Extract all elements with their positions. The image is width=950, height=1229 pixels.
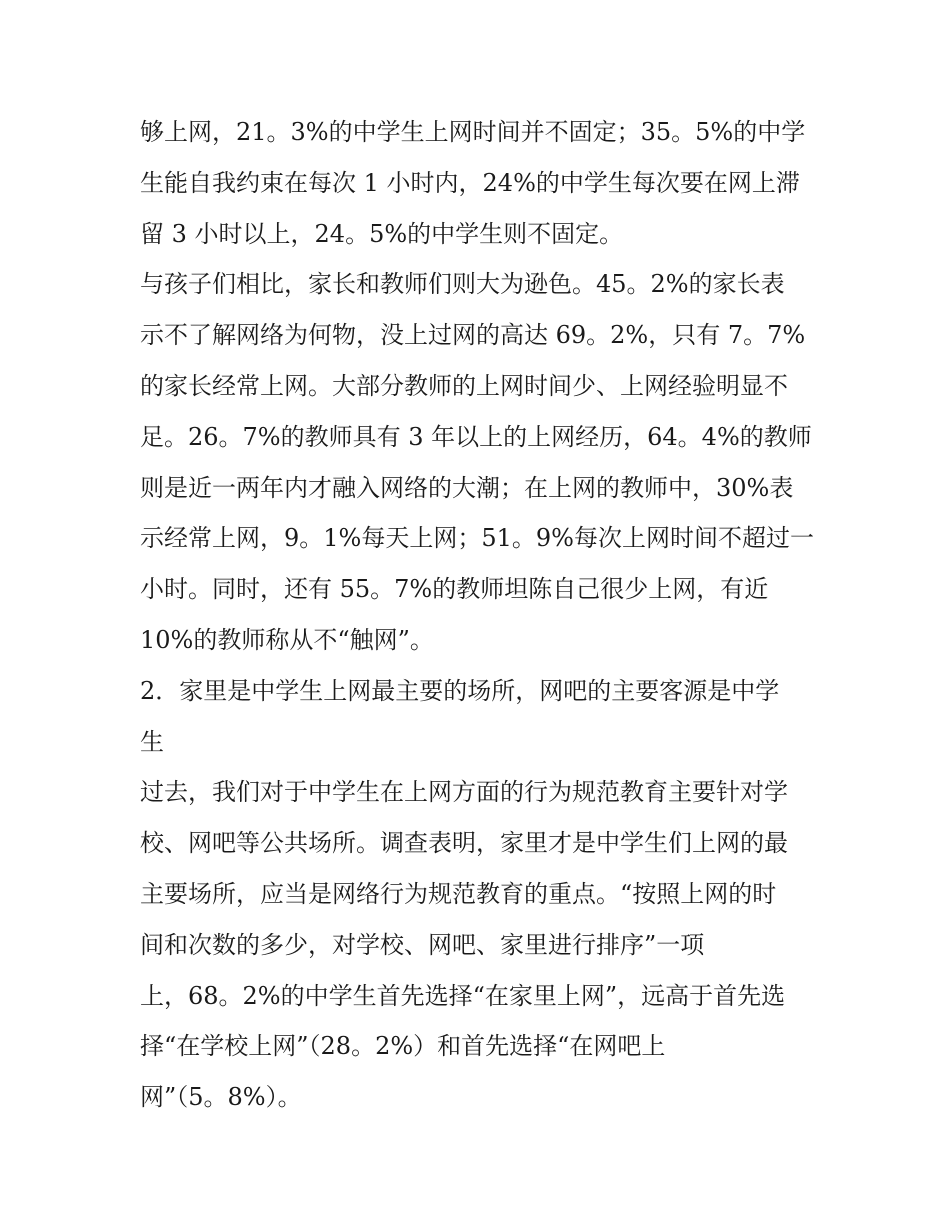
text-line: 足。26。7%的教师具有 3 年以上的上网经历，64。4%的教师 xyxy=(140,422,812,451)
text-line: 择“在学校上网”（28。2%）和首先选择“在网吧上 xyxy=(140,1032,666,1061)
text-line: 够上网，21。3%的中学生上网时间并不固定；35。5%的中学 xyxy=(140,118,806,146)
section-heading-continued: 生 xyxy=(140,727,164,756)
text-line: 小时。同时，还有 55。7%的教师坦陈自己很少上网，有近 xyxy=(140,575,769,604)
text-line: 留 3 小时以上，24。5%的中学生则不固定。 xyxy=(140,219,624,248)
text-line: 过去，我们对于中学生在上网方面的行为规范教育主要针对学 xyxy=(140,778,788,807)
text-line: 则是近一两年内才融入网络的大潮；在上网的教师中，30%表 xyxy=(140,473,794,502)
text-line: 示经常上网，9。1%每天上网；51。9%每次上网时间不超过一 xyxy=(140,524,814,553)
text-line: 校、网吧等公共场所。调查表明，家里才是中学生们上网的最 xyxy=(140,829,788,858)
text-line: 生能自我约束在每次 1 小时内，24%的中学生每次要在网上滞 xyxy=(140,168,800,197)
body-text xyxy=(140,107,820,1123)
text-line: 10%的教师称从不“触网”。 xyxy=(140,625,434,654)
section-heading: 2．家里是中学生上网最主要的场所，网吧的主要客源是中学 xyxy=(140,676,780,705)
text-line: 间和次数的多少，对学校、网吧、家里进行排序”一项 xyxy=(140,930,705,959)
text-line: 上，68。2%的中学生首先选择“在家里上网”，远高于首先选 xyxy=(140,981,786,1010)
text-line: 主要场所，应当是网络行为规范教育的重点。“按照上网的时 xyxy=(140,879,777,908)
text-line: 与孩子们相比，家长和教师们则大为逊色。45。2%的家长表 xyxy=(140,270,785,299)
text-line: 示不了解网络为何物，没上过网的高达 69。2%，只有 7。7% xyxy=(140,321,806,350)
text-line: 的家长经常上网。大部分教师的上网时间少、上网经验明显不 xyxy=(140,371,788,400)
text-line: 网”（5。8%）。 xyxy=(140,1083,302,1112)
